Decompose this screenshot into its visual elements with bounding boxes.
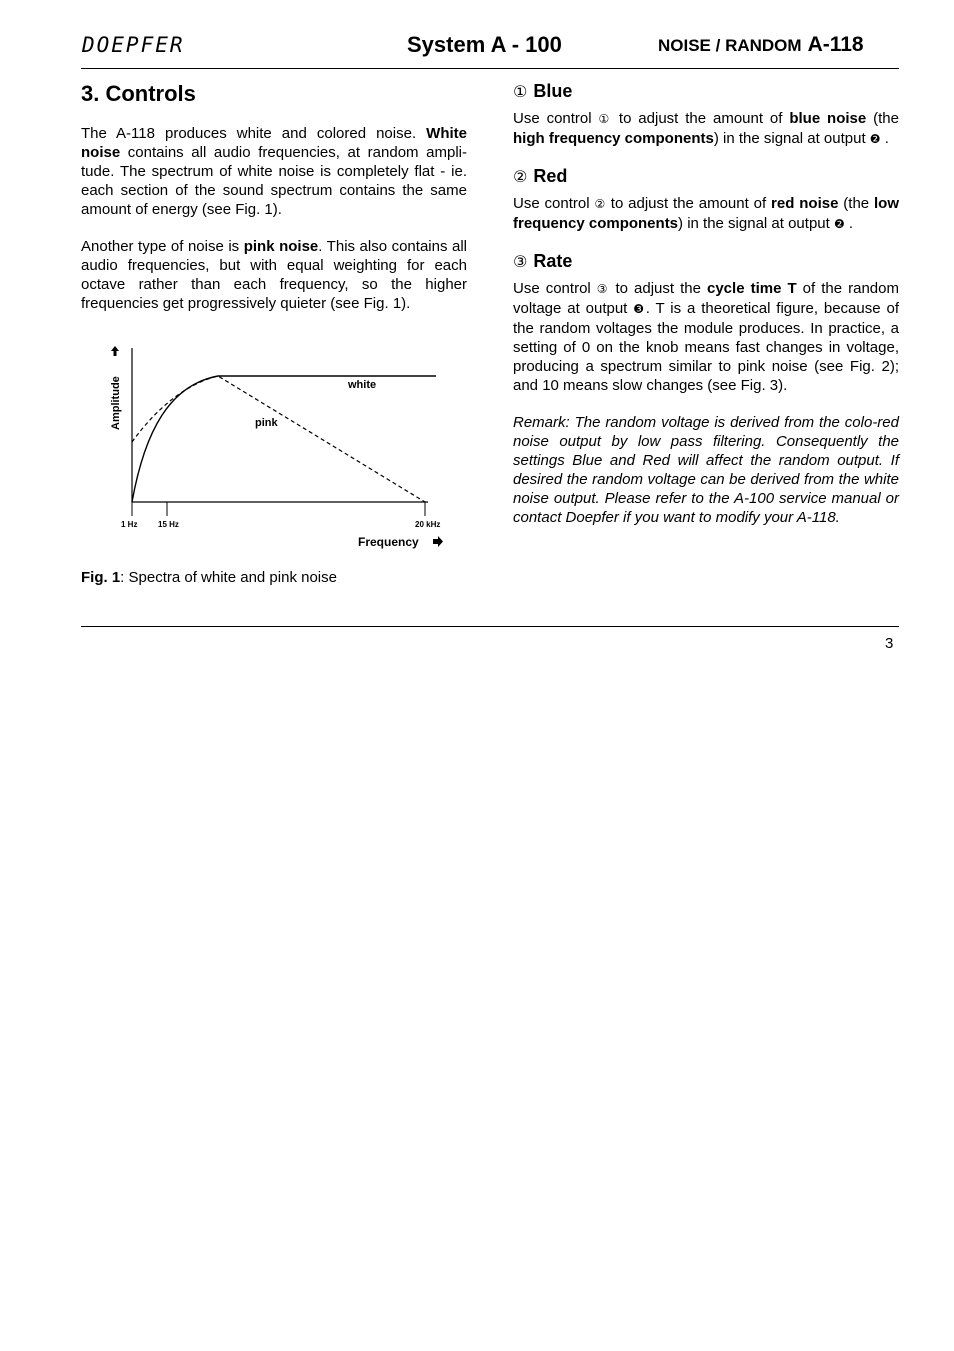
bold-term: blue noise	[789, 110, 867, 127]
brand-logo: DOEPFER	[82, 33, 185, 57]
text: The A-118 produces white and colored noise.	[81, 125, 427, 142]
control-ref: ③	[596, 282, 610, 296]
y-axis-arrow-icon	[111, 346, 119, 356]
bold-term: low frequency components	[513, 195, 899, 232]
output-ref: ❸	[633, 302, 646, 316]
red-control-number: ②	[513, 167, 528, 186]
text: contains all audio frequencies, at random ampli-tude. The spectrum of white noise is completely flat - ie. each section of the sound spectrum contains the same amount of energy (see Fig. 1).	[81, 144, 467, 218]
module-name: NOISE / RANDOM	[658, 36, 802, 55]
control-ref: ①	[598, 112, 612, 126]
rate-control-number: ③	[513, 252, 528, 271]
x-axis-arrow-icon	[433, 536, 443, 547]
system-title: System A - 100	[407, 32, 562, 57]
pink-noise-paragraph	[81, 237, 467, 313]
pink-noise-curve	[132, 376, 425, 502]
remark-paragraph: Remark: The random voltage is derived from the colo-red noise output by low pass filtering. Consequently the settings Blue and Red will affect the random output. If desired the random voltage can be derived from the white noise output. Please refer to the A-100 service manual or contact Doepfer if you want to modify your A-118.	[513, 414, 899, 526]
spectrum-figure	[105, 340, 450, 555]
y-axis-label: Amplitude	[110, 376, 122, 430]
header-divider	[81, 68, 899, 69]
output-ref: ❷	[833, 217, 845, 231]
bold-term: high frequency components	[513, 130, 714, 147]
rate-paragraph	[513, 279, 899, 395]
blue-title: Blue	[533, 81, 573, 101]
bold-term: cycle time T	[707, 280, 797, 297]
figure-caption-text: : Spectra of white and pink noise	[120, 569, 337, 586]
text: ) in the signal at output	[713, 130, 870, 147]
text: to adjust the	[609, 280, 707, 297]
intro-paragraph	[81, 124, 467, 219]
text: . T is a theoretical figure, because of the random voltages the module produces. In practice, a setting of 0 on the knob means fast changes in voltage, producing a spectrum similar to pink noise (see Fig. 2); and 10 means slow changes (see Fig. 3).	[513, 300, 899, 394]
text: (the	[866, 110, 899, 127]
rate-title: Rate	[533, 251, 573, 271]
figure-caption-label: Fig. 1	[81, 569, 121, 586]
right-column	[513, 80, 899, 527]
tick-label-20khz: 20 kHz	[415, 520, 441, 529]
red-heading	[513, 165, 899, 188]
blue-paragraph	[513, 109, 899, 149]
text: of the random voltage at output	[513, 280, 899, 317]
tick-label-15hz: 15 Hz	[158, 520, 179, 529]
section-title: 3. Controls	[81, 81, 196, 106]
figure-caption	[81, 569, 337, 586]
left-column	[81, 80, 467, 313]
pink-label: pink	[255, 417, 278, 429]
bold-term: White noise	[81, 125, 467, 161]
text: . This also contains all audio frequencies, but with equal weighting for each octave rather than each frequency, so the higher frequencies get progressively quieter (see Fig. 1).	[81, 238, 467, 312]
text: to adjust the amount of	[605, 195, 772, 212]
tick-label-1hz: 1 Hz	[121, 520, 138, 529]
module-code: A-118	[807, 33, 864, 56]
bold-term: red noise	[771, 195, 839, 212]
bold-term: pink noise	[243, 238, 319, 255]
blue-heading	[513, 80, 899, 103]
page-number: 3	[885, 635, 894, 652]
x-axis-label: Frequency	[358, 535, 419, 549]
white-label: white	[348, 379, 377, 391]
text: Another type of noise is	[81, 238, 244, 255]
rate-heading	[513, 250, 899, 273]
control-ref: ②	[594, 197, 606, 211]
text: .	[880, 130, 889, 147]
output-ref: ❷	[869, 132, 881, 146]
module-title	[658, 33, 864, 57]
blue-control-number: ①	[513, 82, 528, 101]
red-title: Red	[533, 166, 568, 186]
text: ) in the signal at output	[678, 215, 834, 232]
text: Use control	[513, 110, 599, 127]
text: .	[844, 215, 854, 232]
text: to adjust the amount of	[612, 110, 790, 127]
text: (the	[838, 195, 874, 212]
text: Use control	[513, 195, 595, 212]
footer-divider	[81, 626, 899, 627]
red-paragraph	[513, 194, 899, 234]
text: Use control	[513, 280, 597, 297]
